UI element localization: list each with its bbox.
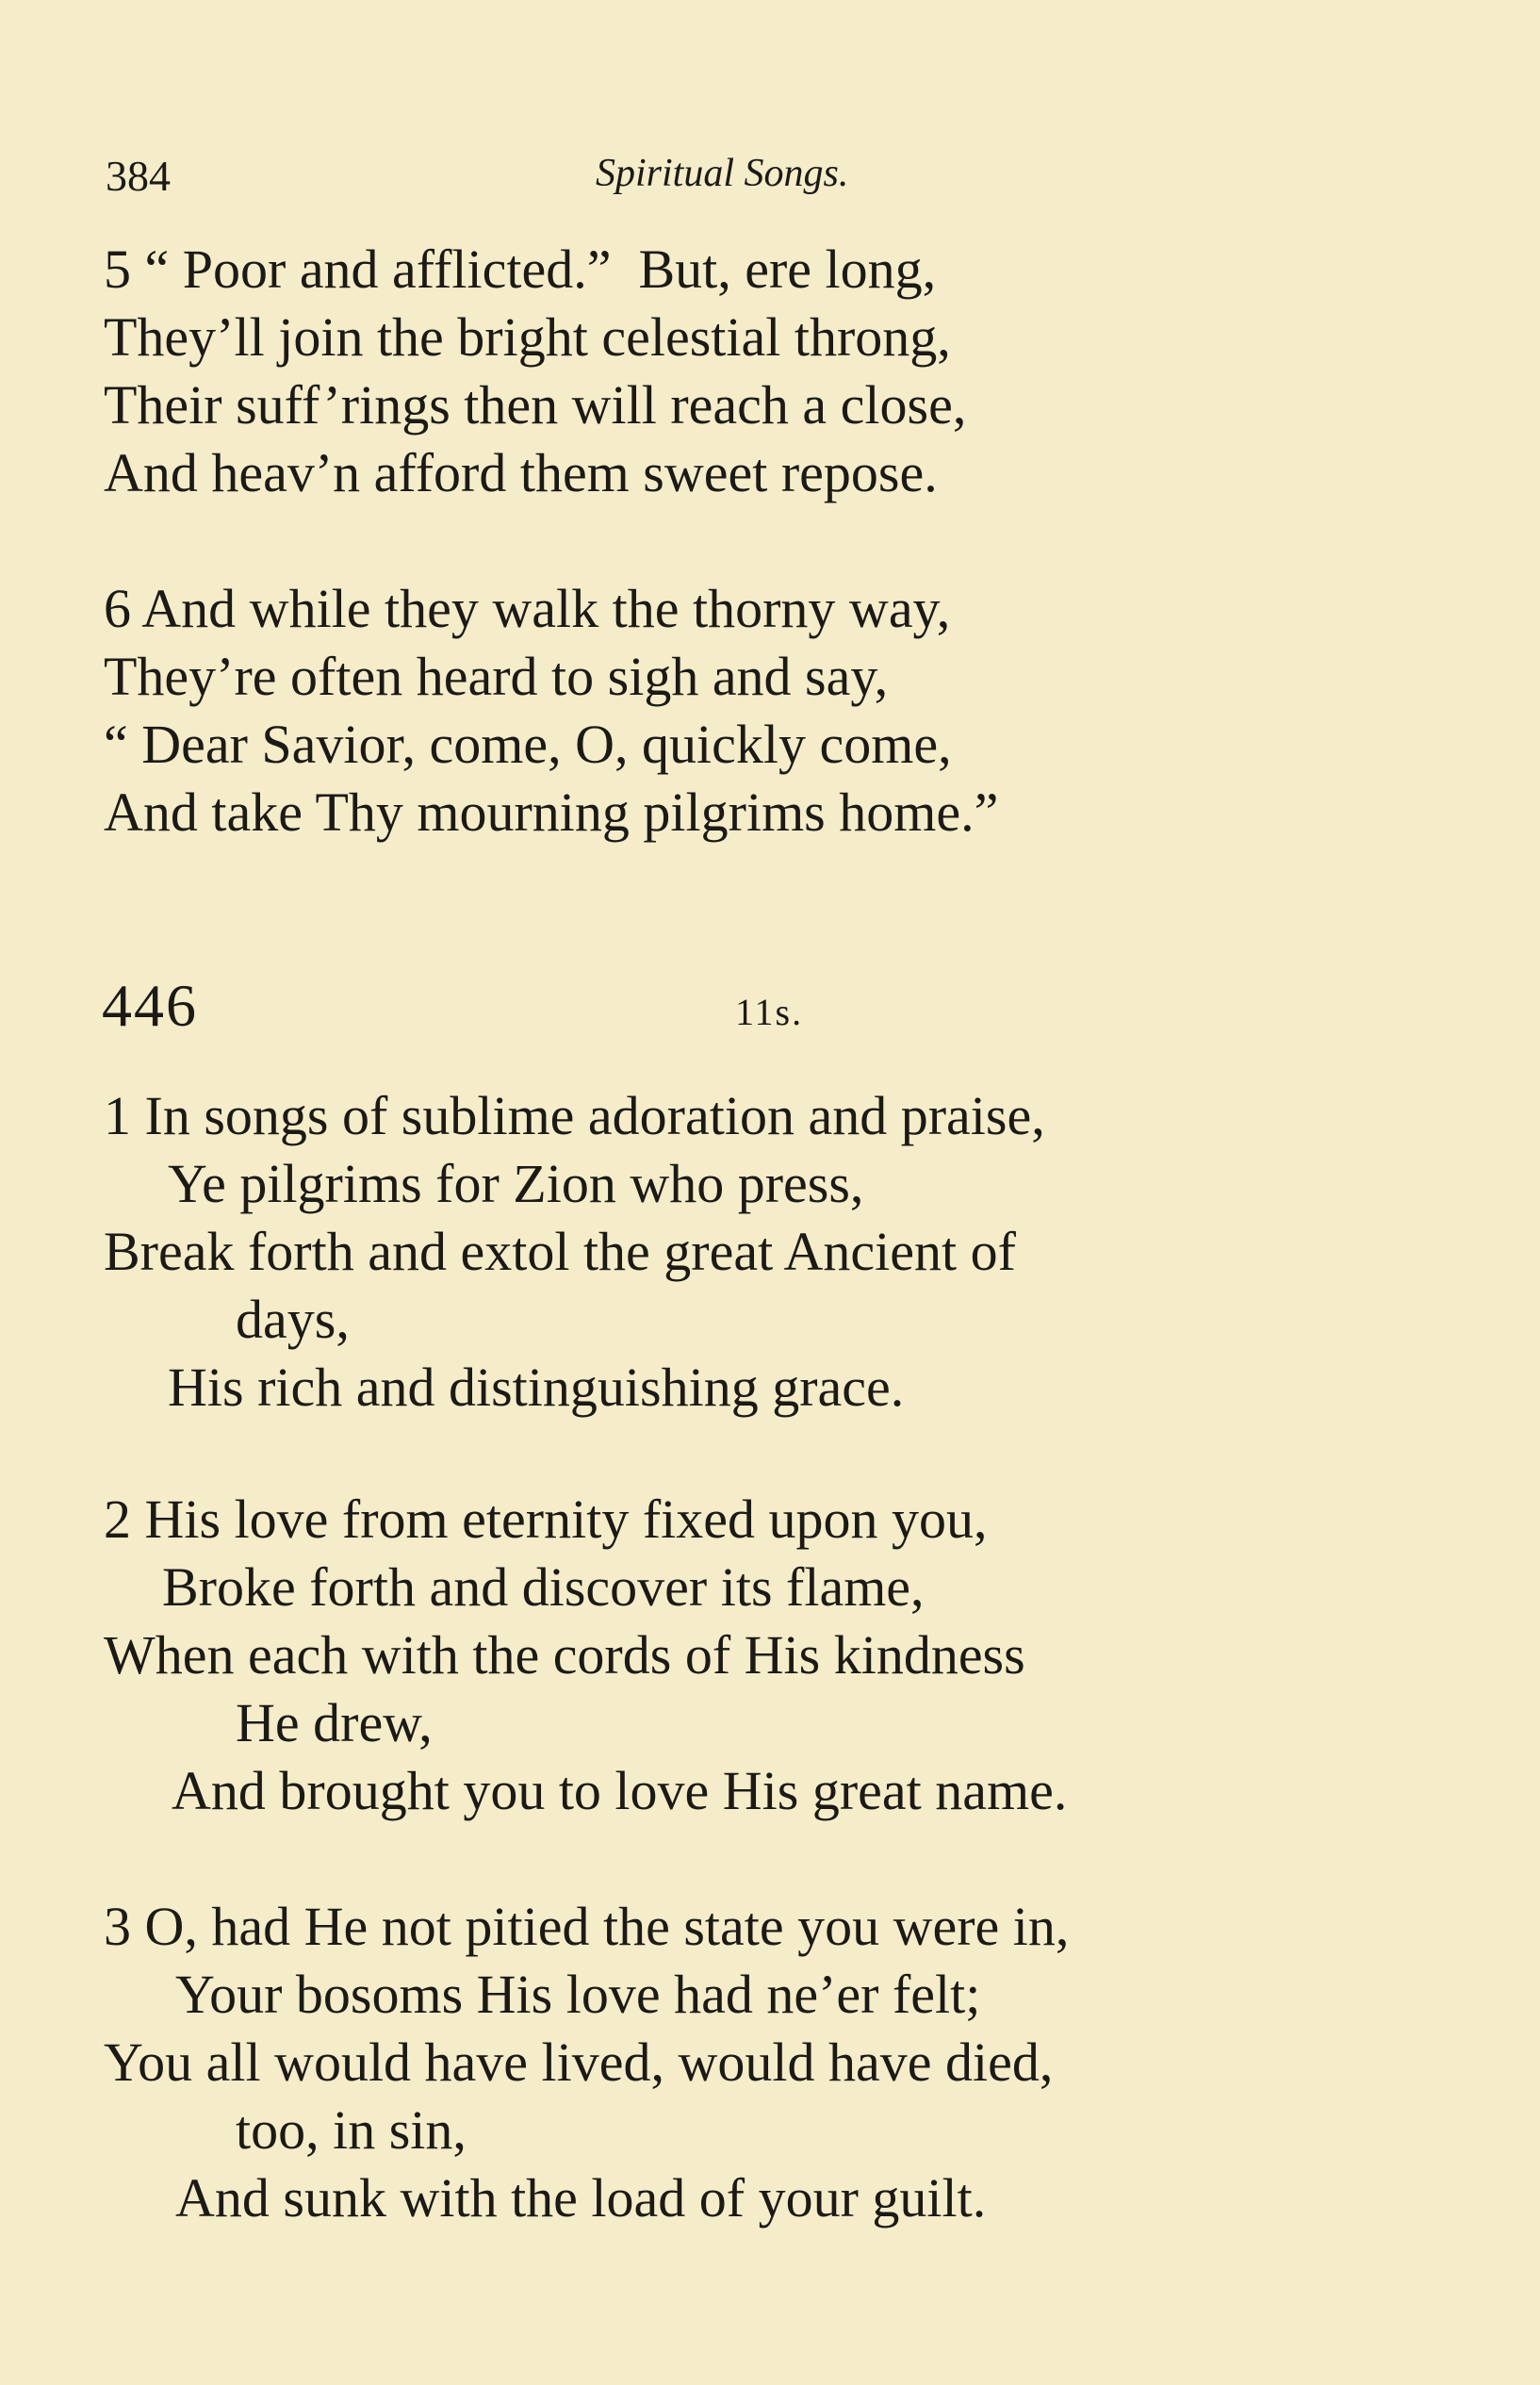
verse-line: They’ll join the bright celestial throng, [104,306,951,368]
verse-line: His rich and distinguishing grace. [168,1357,905,1418]
verse-line: 6 And while they walk the thorny way, [104,578,951,639]
verse-line: And sunk with the load of your guilt. [175,2167,987,2229]
verse-line: 3 O, had He not pitied the state you were in, [104,1896,1070,1957]
verse-line: And take Thy mourning pilgrims home.” [104,781,999,843]
verse-line: 5 “ Poor and afflicted.” But, ere long, [104,238,937,300]
verse-line: Broke forth and discover its flame, [162,1556,925,1618]
verse-line: “ Dear Savior, come, O, quickly come, [104,714,952,775]
verse-line: Their suff’rings then will reach a close, [104,374,967,436]
verse-line: Your bosoms His love had ne’er felt; [175,1964,981,2025]
running-title: Spiritual Songs. [596,152,849,195]
verse-line: Ye pilgrims for Zion who press, [168,1153,864,1214]
verse-line: 1 In songs of sublime adoration and praise, [104,1085,1045,1146]
verse-line: 2 His love from eternity fixed upon you, [104,1489,988,1550]
verse-line: He drew, [236,1692,433,1753]
verse-line: And heav’n afford them sweet repose. [104,442,938,503]
page-number: 384 [106,152,171,200]
hymn-meter: 11s. [735,991,804,1033]
verse-line: Break forth and extol the great Ancient of [104,1221,1016,1282]
verse-line: days, [236,1289,350,1350]
verse-line: And brought you to love His great name. [172,1760,1068,1821]
verse-line: You all would have lived, would have died, [104,2031,1054,2093]
verse-line: too, in sin, [236,2099,467,2161]
verse-line: When each with the cords of His kindness [104,1624,1025,1686]
hymn-number: 446 [102,972,198,1039]
page-header [106,151,1444,211]
verse-line: They’re often heard to sigh and say, [104,646,889,707]
